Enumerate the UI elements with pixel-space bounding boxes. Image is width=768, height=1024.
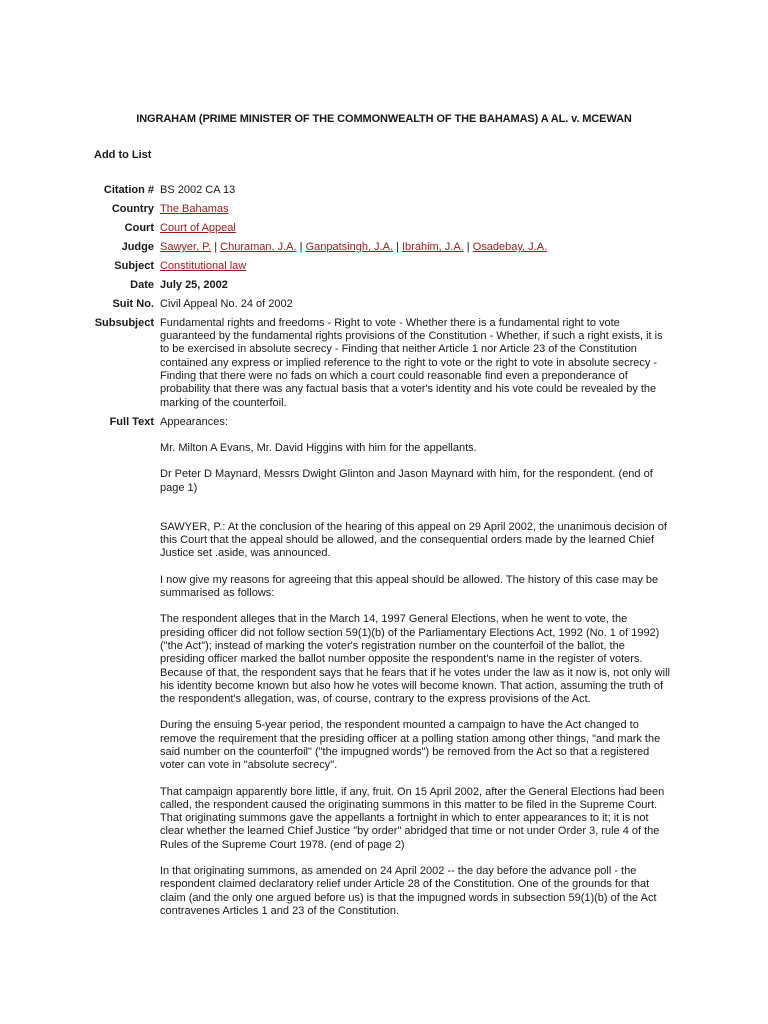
judge-link[interactable]: Ganpatsingh, J.A. bbox=[305, 240, 394, 253]
date-value: July 25, 2002 bbox=[160, 278, 228, 291]
judge-separator: | bbox=[296, 240, 306, 253]
judgment-paragraph: The respondent alleges that in the March 14, 1997 General Elections, when he went to vote, the presiding officer did not follow section 59(1)(b) of the Parliamentary Elections Act, 1992 (No. 1 of 1992) ("the Act"); instead of marking the voter's registration number on the counterfoil of the ballot, the presiding officer marked the ballot number opposite the respondent's name in the register of voters. Because of that, the respondent says that he fears that if he votes under the law as it now is, not only will his identity become known but also how he votes will become known. That action, assuming the truth of the respondent's allegation, was, of course, contrary to the express provisions of the Act. bbox=[160, 613, 670, 706]
appearances-heading: Appearances: bbox=[160, 415, 228, 428]
judgment-paragraph: I now give my reasons for agreeing that this appeal should be allowed. The history of this case may be summarised as follows: bbox=[160, 573, 659, 600]
citation-label: Citation # bbox=[103, 184, 154, 196]
suit-no-label: Suit No. bbox=[112, 297, 154, 310]
judge-link[interactable]: Churaman, J.A. bbox=[220, 240, 297, 253]
judge-separator: | bbox=[463, 240, 473, 253]
subsubject-row bbox=[80, 317, 672, 416]
judge-row bbox=[80, 241, 672, 260]
full-text-label: Full Text bbox=[109, 415, 154, 428]
add-to-list-button[interactable]: Add to List bbox=[94, 149, 152, 161]
judgment-paragraph: During the ensuing 5-year period, the respondent mounted a campaign to have the Act changed to remove the requirement that the presiding officer at a polling station among other things, "and mark the said number on the counterfoil" ("the impugned words") be removed from the Act so that a registered voter can vote in "absolute secrecy". bbox=[160, 719, 661, 772]
citation-row bbox=[80, 184, 672, 203]
judgment-paragraph: In that originating summons, as amended on 24 April 2002 -- the day before the advance poll - the respondent claimed declaratory relief under Article 28 of the Constitution. One of the grounds for that claim (and the only one argued before us) is that the impugned words in subsection 59(1)(b) of the Act contravenes Articles 1 and 23 of the Constitution. bbox=[160, 865, 657, 917]
court-link[interactable]: Court of Appeal bbox=[160, 221, 236, 234]
country-row bbox=[80, 203, 672, 222]
date-label: Date bbox=[130, 278, 154, 291]
subsubject-label: Subsubject bbox=[94, 316, 154, 329]
case-title: INGRAHAM (PRIME MINISTER OF THE COMMONWEALTH OF THE BAHAMAS) A AL. v. MCEWAN bbox=[136, 113, 632, 125]
case-metadata-table bbox=[80, 184, 672, 931]
counsel-appellants: Mr. Milton A Evans, Mr. David Higgins with him for the appellants. bbox=[160, 441, 477, 454]
judge-link[interactable]: Sawyer, P. bbox=[160, 240, 212, 253]
judge-list bbox=[160, 241, 672, 260]
subject-row bbox=[80, 260, 672, 279]
judge-separator: | bbox=[393, 240, 402, 253]
subject-label: Subject bbox=[114, 259, 154, 272]
judge-link[interactable]: Osadebay, J.A. bbox=[472, 240, 548, 253]
judge-link[interactable]: Ibrahim, J.A. bbox=[402, 240, 464, 253]
full-text-body bbox=[160, 416, 672, 932]
subject-link[interactable]: Constitutional law bbox=[160, 259, 247, 272]
country-label: Country bbox=[111, 202, 154, 215]
subsubject-value: Fundamental rights and freedoms - Right to vote - Whether there is a fundamental right to vote guaranteed by the fundamental rights provisions of the Constitution - Whether, if such a right exists, it is to be exercised in absolute secrecy - Finding that neither Article 1 nor Article 23 of the Constitution contained any express or implied reference to the right to vote or the right to vote in absolute secrecy - Finding that there were no fads on which a court could reasonable find even a preponderance of probability that there was any factual basis that a voter's identity and his vote could be revealed by the marking of the counterfoil. bbox=[160, 316, 663, 409]
full-text-row bbox=[80, 416, 672, 932]
suit-no-row bbox=[80, 298, 672, 317]
date-row bbox=[80, 279, 672, 298]
court-label: Court bbox=[124, 221, 154, 234]
judgment-paragraph: SAWYER, P.: At the conclusion of the hearing of this appeal on 29 April 2002, the unanimous decision of this Court that the appeal should be allowed, and the consequential orders made by the learned Chief Justice set .aside, was announced. bbox=[160, 520, 667, 560]
judge-label: Judge bbox=[121, 240, 154, 253]
citation-value: BS 2002 CA 13 bbox=[160, 184, 236, 196]
suit-no-value: Civil Appeal No. 24 of 2002 bbox=[160, 297, 293, 310]
judge-separator: | bbox=[211, 240, 221, 253]
country-link[interactable]: The Bahamas bbox=[160, 202, 229, 215]
counsel-respondent: Dr Peter D Maynard, Messrs Dwight Glinton and Jason Maynard with him, for the respondent. (end of page 1) bbox=[160, 468, 653, 494]
judgment-paragraph: That campaign apparently bore little, if any, fruit. On 15 April 2002, after the General Elections had been called, the respondent caused the originating summons in this matter to be filed in the Supreme Court. That originating summons gave the appellants a fortnight in which to enter appearances to it; it is not clear whether the learned Chief Justice "by order" abridged that time or not under Order 3, rule 4 of the Rules of the Supreme Court 1978. (end of page 2) bbox=[160, 785, 665, 851]
court-row bbox=[80, 222, 672, 241]
